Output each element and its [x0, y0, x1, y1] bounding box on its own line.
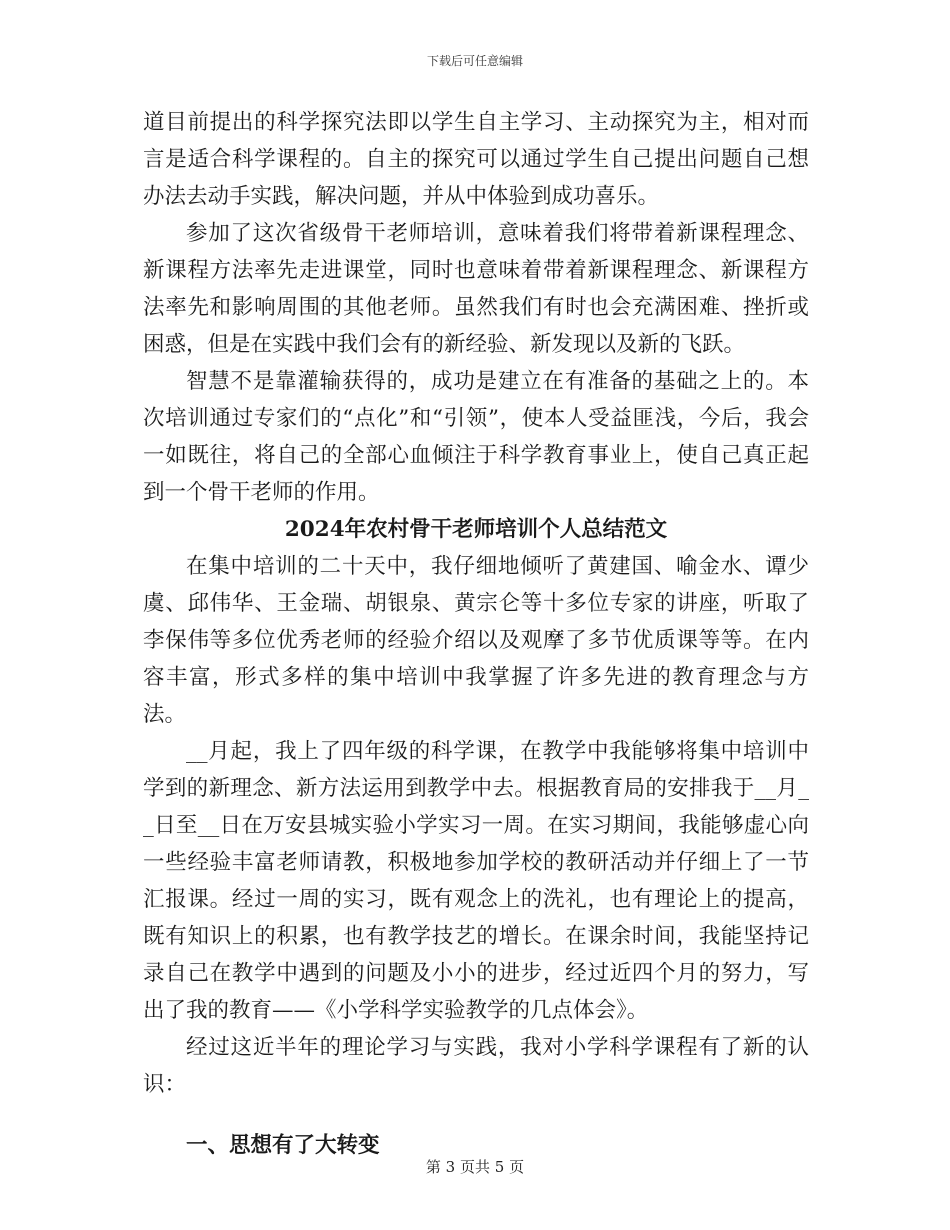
subheading: 一、思想有了大转变 — [186, 1133, 380, 1158]
document-body — [143, 104, 809, 1164]
page-footer: 第 3 页共 5 页 — [425, 1158, 525, 1176]
paragraph-understanding: 经过这近半年的理论学习与实践，我对小学科学课程有了新的认识： — [143, 1035, 809, 1097]
paragraph-training: 参加了这次省级骨干老师培训，意味着我们将带着新课程理念、新课程方法率先走进课堂，同时也意味着带着新课程理念、新课程方法率先和影响周围的其他老师。虽然我们有时也会充满困难、挫折或困惑，但是在实践中我们会有的新经验、新发现以及新的飞跃。 — [143, 221, 809, 357]
section-title: 2024年农村骨干老师培训个人总结范文 — [284, 517, 668, 542]
page-header: 下载后可任意编辑 — [426, 54, 523, 68]
paragraph-wisdom: 智慧不是靠灌输获得的，成功是建立在有准备的基础之上的。本次培训通过专家们的“点化”和“引领”，使本人受益匪浅，今后，我会一如既往，将自己的全部心血倾注于科学教育事业上，使自己真正起到一个骨干老师的作用。 — [143, 369, 809, 505]
paragraph-practice: __月起，我上了四年级的科学课，在教学中我能够将集中培训中学到的新理念、新方法运用到教学中去。根据教育局的安排我于__月__日至__日在万安县城实验小学实习一周。在实习期间，我能够虚心向一些经验丰富老师请教，积极地参加学校的教研活动并仔细上了一节汇报课。经过一周的实习，既有观念上的洗礼，也有理论上的提高，既有知识上的积累，也有教学技艺的增长。在课余时间，我能坚持记录自己在教学中遇到的问题及小小的进步，经过近四个月的努力，写出了我的教育——《小学科学实验教学的几点体会》。 — [143, 739, 809, 1023]
paragraph-concentrated-training: 在集中培训的二十天中，我仔细地倾听了黄建国、喻金水、谭少虞、邱伟华、王金瑞、胡银泉、黄宗仑等十多位专家的讲座，听取了李保伟等多位优秀老师的经验介绍以及观摩了多节优质课等等。在内容丰富，形式多样的集中培训中我掌握了许多先进的教育理念与方法。 — [143, 554, 809, 727]
paragraph-continuation: 道目前提出的科学探究法即以学生自主学习、主动探究为主，相对而言是适合科学课程的。自主的探究可以通过学生自己提出问题自己想办法去动手实践，解决问题，并从中体验到成功喜乐。 — [143, 110, 809, 209]
